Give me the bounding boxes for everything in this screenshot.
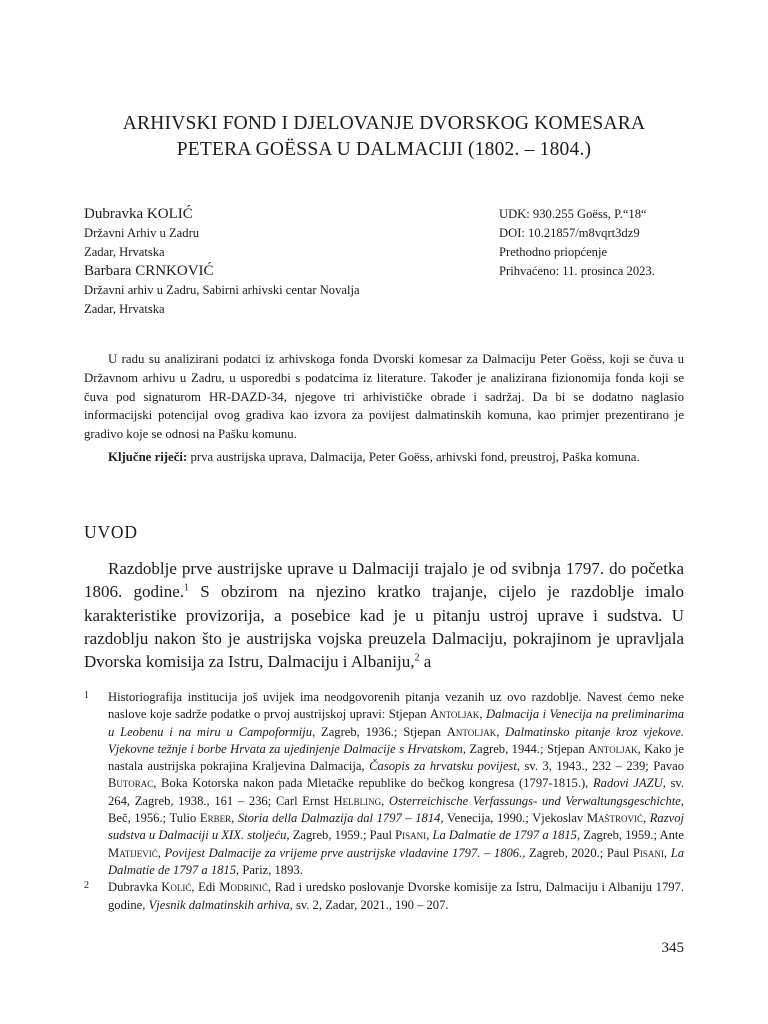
footnote-number: 2 (84, 880, 89, 892)
udk-code: UDK: 930.255 Goëss, P.“18“ (499, 207, 647, 221)
title-line-1: ARHIVSKI FOND I DJELOVANJE DVORSKOG KOMESARA (122, 113, 646, 134)
author-block (84, 205, 464, 319)
page-number: 345 (661, 940, 684, 956)
footnote-ref[interactable]: 2 (414, 652, 420, 664)
keywords-label: Ključne riječi: (108, 450, 188, 464)
footnote: 1 Historiografija institucija još uvijek ima neodgovorenih pitanja vezanih uz ovo razdoblje. Navest ćemo neke naslove koje sadrže podatke o prvoj austrijskoj upravi: Stjepan Antoljak, Dalmacija i Venecija na preliminarima u Leobenu i na miru u Campoformiju, Zagreb, 1936.; Stjepan Antoljak, Dalmatinsko pitanje kroz vjekove. Vjekovne težnje i borbe Hrvata za ujedinjenje Dalmacije s Hrvatskom, Zagreb, 1944.; Stjepan Antoljak, Kako je nastala austrijska pokrajina Kraljevina Dalmacija, Časopis za hrvatsku povijest, sv. 3, 1943., 232 – 239; Pavao Butorac, Boka Kotorska nakon pada Mletačke republike do bečkog kongresa (1797-1815.), Radovi JAZU, sv. 264, Zagreb, 1938., 161 – 236; Carl Ernst Helbling, Osterreichische Verfassungs- und Verwaltungsgeschichte, Beč, 1956.; Tulio Erber, Storia della Dalmazija dal 1797 – 1814, Venecija, 1990.; Vjekoslav Maštrović, Razvoj sudstva u Dalmaciji u XIX. stoljeću, Zagreb, 1959.; Paul Pisani, La Dalmatie de 1797 a 1815, Zagreb, 1959.; Ante Matijević, Povijest Dalmacije za vrijeme prve austrijske vladavine 1797. – 1806., Zagreb, 2020.; Paul Pisani, La Dalmatie de 1797 a 1815, Pariz, 1893. (84, 690, 685, 877)
author-name: Dubravka KOLIĆ (84, 206, 193, 222)
keywords-text: prva austrijska uprava, Dalmacija, Peter Goëss, arhivski fond, preustroj, Paška komuna. (190, 450, 640, 464)
author-location: Zadar, Hrvatska (84, 245, 165, 259)
footnote: 2 Dubravka Kolić, Edi Modrinić, Rad i uredsko poslovanje Dvorske komisije za Istru, Dalmaciju i Albaniju 1797. godine, Vjesnik dalmatinskih arhiva, sv. 2, Zadar, 2021., 190 – 207. (84, 880, 684, 912)
article-metadata (499, 205, 699, 281)
footnote-number: 1 (84, 690, 89, 701)
article-title (84, 111, 684, 163)
section-heading: UVOD (84, 522, 138, 542)
footnote-ref[interactable]: 1 (184, 582, 189, 594)
author-location: Zadar, Hrvatska (84, 302, 165, 316)
accepted-date: Prihvaćeno: 11. prosinca 2023. (499, 264, 655, 278)
doi: DOI: 10.21857/m8vqrt3dz9 (499, 226, 640, 240)
keywords (84, 448, 684, 467)
abstract-text: U radu su analizirani podatci iz arhivskoga fonda Dvorski komesar za Dalmaciju Peter Goëss, koji se čuva u Državnom arhivu u Zadru, u usporedbi s podatcima iz literature. Također je analizirana fizionomija fonda koji se čuva pod signaturom HR-DAZD-34, njegove tri arhivističke obrade i sadržaj. Da bi se dodatno naglasio informacijski potencijal ovog gradiva kao izvora za povijest dalmatinskih komuna, kao primjer prezentirano je gradivo koje se odnosi na Pašku komunu. (84, 352, 684, 442)
body-text (84, 557, 684, 673)
author-name: Barbara CRNKOVIĆ (84, 263, 214, 279)
body-paragraph: Razdoblje prve austrijske uprave u Dalmaciji trajalo je od svibnja 1797. do početka 1806. godine.$^1$ S obzirom na njezino kratko trajanje, cijelo je razdoblje imalo karakteristike provizorija, a posebice kad je u pitanju ustroj uprave i sudstva. U razdoblju nakon što je austrijska vojska preuzela Dalmaciju, pokrajinom je upravljala Dvorska komisija za Istru, Dalmaciju i Albaniju,$^2$ a (84, 559, 684, 672)
article-type: Prethodno priopćenje (499, 245, 608, 259)
author-affiliation: Državni arhiv u Zadru, Sabirni arhivski centar Novalja (84, 283, 360, 297)
footnotes (84, 689, 684, 914)
abstract (84, 350, 684, 444)
title-line-2: PETERA GOËSSA U DALMACIJI (1802. – 1804.) (176, 139, 592, 160)
author-affiliation: Državni Arhiv u Zadru (84, 226, 200, 240)
